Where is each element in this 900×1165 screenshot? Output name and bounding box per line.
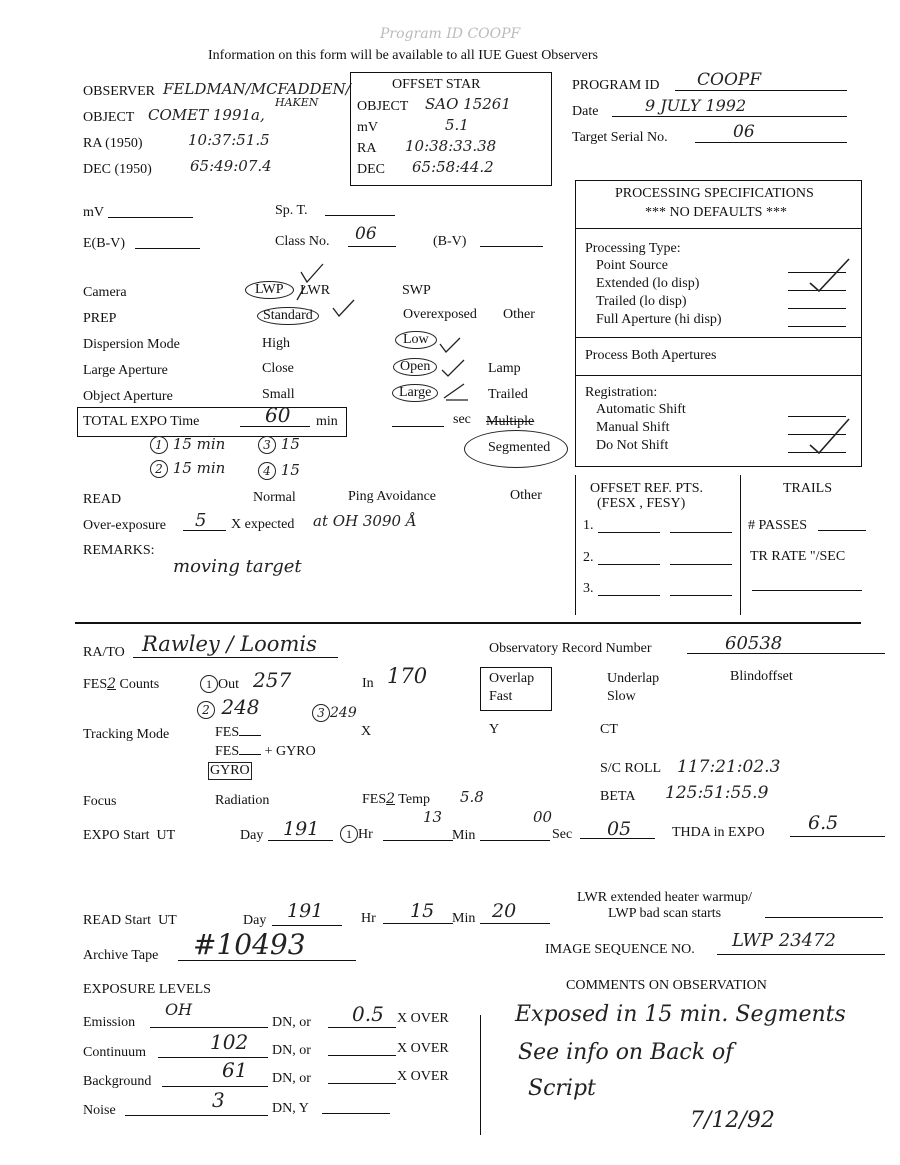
offset-dec-value: 65:58:44.2 [412, 158, 494, 176]
expo-min-line [480, 840, 550, 841]
line-full [788, 326, 846, 327]
emission-dn: DN, or [272, 1015, 311, 1030]
comments-line-1: Exposed in 15 min. Segments [515, 1002, 846, 1027]
continuum-x-over: X OVER [397, 1041, 449, 1056]
lwr-heater-line2: LWP bad scan starts [608, 906, 722, 921]
ebv-line [135, 248, 200, 249]
form-notice: Information on this form will be available to all IUE Guest Observers [208, 48, 598, 63]
bv-line [480, 246, 543, 247]
overexposed-label: Overexposed [403, 307, 477, 322]
comments-date: 7/12/92 [690, 1108, 775, 1133]
date-value: 9 JULY 1992 [645, 96, 747, 115]
processing-type-label: Processing Type: [585, 241, 681, 256]
expo-sec-label: Sec [552, 827, 573, 842]
obs-record-label: Observatory Record Number [489, 641, 652, 656]
remarks-value: moving target [173, 556, 302, 577]
large-label: Large [399, 385, 432, 400]
camera-label: Camera [83, 285, 127, 300]
offset-ref-row-3: 3. [583, 581, 594, 596]
proc-type-trailed: Trailed (lo disp) [596, 294, 687, 309]
tracking-label: Tracking Mode [83, 727, 170, 742]
process-both-label: Process Both Apertures [585, 348, 717, 363]
image-seq-line [717, 954, 885, 955]
ofs-line-3a [598, 595, 660, 596]
segment-1: 1 15 min [150, 435, 225, 454]
offset-mv-value: 5.1 [445, 116, 469, 134]
processing-title: PROCESSING SPECIFICATIONS [615, 186, 814, 201]
thda-line [790, 836, 885, 837]
read-day-label: Day [243, 913, 267, 928]
processing-divider-2 [575, 337, 862, 338]
observer-value-2: HAKEN [275, 96, 319, 109]
emission-note: OH [165, 1000, 193, 1019]
fes-counts: FES2 Counts [83, 676, 160, 692]
read-hr-line [383, 923, 453, 924]
ofs-line-2a [598, 564, 660, 565]
tracking-fes-2: FES + GYRO [215, 744, 316, 759]
lwr-heater-line [765, 917, 883, 918]
emission-over-line [328, 1027, 396, 1028]
offset-object-value: SAO 15261 [425, 95, 511, 113]
processing-divider-3 [575, 375, 862, 376]
trails-title: TRAILS [783, 481, 832, 496]
read-min-value: 20 [492, 900, 517, 922]
offset-dec-label: DEC [357, 162, 385, 177]
proc-type-full: Full Aperture (hi disp) [596, 312, 722, 327]
emission-over: 0.5 [352, 1002, 384, 1026]
program-id-label: PROGRAM ID [572, 78, 660, 93]
date-line [612, 116, 847, 117]
fes-in-label: In [362, 676, 374, 691]
prep-label: PREP [83, 311, 117, 326]
dispersion-label: Dispersion Mode [83, 337, 180, 352]
low-circled [395, 331, 437, 349]
expo-min-value: 00 [533, 808, 553, 826]
ofs-line-3b [670, 595, 732, 596]
sec-line [392, 426, 444, 427]
rato-line [133, 657, 338, 658]
expo-day-value: 191 [283, 818, 320, 840]
read-min-label: Min [452, 911, 476, 926]
expo-label: TOTAL EXPO Time [83, 414, 200, 429]
background-dn: 61 [222, 1058, 248, 1082]
offset-mv-label: mV [357, 120, 378, 135]
dec-label: DEC (1950) [83, 162, 152, 177]
ofs-line-1a [598, 532, 660, 533]
exposure-title: EXPOSURE LEVELS [83, 982, 211, 997]
tracking-ct: CT [600, 722, 618, 737]
overexp-expected: X expected [231, 517, 295, 532]
expo-day-line [268, 840, 333, 841]
rato-label: RA/TO [83, 645, 125, 660]
read-hr-value: 15 [410, 900, 435, 922]
registration-label: Registration: [585, 385, 658, 400]
image-seq-value: LWP 23472 [732, 930, 836, 951]
lwr-heater-line1: LWR extended heater warmup/ [577, 890, 753, 905]
open-circled [393, 358, 437, 376]
emission-line [150, 1027, 268, 1028]
expo-unit: min [316, 414, 338, 429]
noise-dn: 3 [212, 1088, 225, 1112]
large-circled [392, 384, 438, 402]
observer-value: FELDMAN/MCFADDEN/ [163, 80, 351, 98]
underlap-label: Underlap [607, 671, 660, 686]
offset-ra-value: 10:38:33.38 [405, 137, 497, 155]
offset-ref-vline [575, 475, 576, 615]
ebv-label: E(B-V) [83, 236, 125, 251]
continuum-over-line [328, 1055, 396, 1056]
class-line [348, 246, 396, 247]
fes-in-value: 170 [387, 664, 428, 688]
expo-min-label: Min [452, 828, 476, 843]
class-value: 06 [355, 224, 377, 244]
object-label: OBJECT [83, 110, 135, 125]
emission-label: Emission [83, 1015, 136, 1030]
read-label: READ [83, 492, 122, 507]
passes-line [818, 530, 866, 531]
ra-value: 10:37:51.5 [188, 131, 270, 149]
check-mark-icon [330, 298, 360, 322]
emission-x-over: X OVER [397, 1011, 449, 1026]
swp-label: SWP [402, 283, 431, 298]
expo-day-label: Day [240, 828, 264, 843]
read-ping: Ping Avoidance [348, 489, 437, 504]
image-seq-label: IMAGE SEQUENCE NO. [545, 942, 695, 957]
slow-label: Slow [607, 689, 636, 704]
comments-line-3: Script [528, 1076, 596, 1101]
archive-value: #10493 [193, 928, 306, 961]
fast-label: Fast [489, 689, 513, 704]
overlap-label: Overlap [489, 671, 535, 686]
continuum-line [158, 1057, 268, 1058]
sec-label: sec [453, 412, 471, 427]
standard-circled [257, 307, 319, 325]
background-dn-or: DN, or [272, 1071, 311, 1086]
background-over-line [328, 1083, 396, 1084]
noise-label: Noise [83, 1103, 116, 1118]
high-label: High [262, 336, 290, 351]
section-divider [75, 622, 861, 624]
trails-vline [740, 475, 741, 615]
lwp-label: LWP [255, 282, 284, 297]
check-mark-icon [805, 415, 855, 455]
expo-value: 60 [265, 403, 291, 427]
spt-label: Sp. T. [275, 203, 308, 218]
expo-start-label: EXPO Start UT [83, 828, 176, 843]
object-ap-label: Object Aperture [83, 389, 173, 404]
check-mark-icon [438, 336, 484, 406]
focus-label: Focus [83, 794, 117, 809]
noise-line [125, 1115, 268, 1116]
observer-label: OBSERVER [83, 84, 156, 99]
read-other: Other [510, 488, 542, 503]
thda-value: 6.5 [808, 812, 839, 834]
trailed-label: Trailed [488, 387, 528, 402]
read-min-line [480, 923, 550, 924]
tracking-y: Y [489, 722, 500, 737]
offset-ref-title: OFFSET REF. PTS. [590, 481, 703, 496]
tracking-x: X [361, 724, 372, 739]
sc-roll-label: S/C ROLL [600, 761, 662, 776]
dec-value: 65:49:07.4 [190, 157, 272, 175]
blindoffset-label: Blindoffset [730, 669, 793, 684]
offset-ref-row-2: 2. [583, 550, 594, 565]
ofs-line-1b [670, 532, 732, 533]
radiation-label: Radiation [215, 793, 270, 808]
obs-record-line [687, 653, 885, 654]
fes-out-1: 257 [253, 668, 292, 692]
comments-title: COMMENTS ON OBSERVATION [566, 978, 767, 993]
expo-sec-value: 05 [607, 818, 632, 840]
trails-rate: TR RATE "/SEC [750, 549, 846, 564]
remarks-label: REMARKS: [83, 543, 155, 558]
reg-donot: Do Not Shift [596, 438, 669, 453]
program-id-line [675, 90, 847, 91]
overexp-value: 5 [195, 510, 207, 531]
ra-label: RA (1950) [83, 136, 143, 151]
large-ap-label: Large Aperture [83, 363, 168, 378]
gyro-box: GYRO [210, 763, 250, 778]
small-label: Small [262, 387, 295, 402]
beta-label: BETA [600, 789, 636, 804]
multiple-label: Multiple [486, 414, 535, 429]
continuum-dn-or: DN, or [272, 1043, 311, 1058]
read-day-line [272, 925, 342, 926]
background-x-over: X OVER [397, 1069, 449, 1084]
reg-automatic: Automatic Shift [596, 402, 686, 417]
noise-dn-y: DN, Y [272, 1101, 309, 1116]
overexp-note: at OH 3090 Å [313, 512, 417, 530]
offset-object-label: OBJECT [357, 99, 409, 114]
rato-value: Rawley / Loomis [142, 632, 317, 656]
expo-hr-value: 13 [423, 808, 443, 826]
program-id-value: COOPF [697, 70, 762, 90]
mv-label: mV [83, 205, 104, 220]
proc-type-extended: Extended (lo disp) [596, 276, 700, 291]
check-mark-icon [805, 255, 855, 295]
bv-label: (B-V) [433, 234, 467, 249]
offset-star-title: OFFSET STAR [392, 77, 481, 92]
continuum-label: Continuum [83, 1045, 147, 1060]
serial-label: Target Serial No. [572, 130, 668, 145]
ofs-line-2b [670, 564, 732, 565]
check-mark-icon [293, 262, 333, 302]
comments-line-2: See info on Back of [518, 1040, 734, 1065]
segmented-label: Segmented [488, 440, 551, 455]
mv-line [108, 217, 193, 218]
date-label: Date [572, 104, 599, 119]
offset-ra-label: RA [357, 141, 377, 156]
rate-line [752, 590, 862, 591]
read-start-label: READ Start UT [83, 913, 177, 928]
ghost-program-id: Program ID COOPF [380, 26, 521, 42]
lamp-label: Lamp [488, 361, 521, 376]
serial-value: 06 [733, 122, 755, 142]
segment-2: 2 15 min [150, 459, 225, 478]
read-hr-label: Hr [361, 911, 376, 926]
open-label: Open [400, 359, 431, 374]
continuum-dn: 102 [210, 1030, 249, 1054]
comments-vline [480, 1015, 481, 1135]
focus-temp-value: 5.8 [460, 788, 484, 806]
expo-hr: 1 Hr [340, 825, 373, 843]
noise-y-line [322, 1113, 390, 1114]
expo-hr-line [383, 840, 453, 841]
background-line [162, 1086, 268, 1087]
processing-divider-1 [575, 228, 862, 229]
offset-ref-row-1: 1. [583, 518, 594, 533]
proc-type-point: Point Source [596, 258, 668, 273]
standard-label: Standard [263, 308, 313, 323]
line-trailed [788, 308, 846, 309]
serial-line [695, 142, 847, 143]
thda-label: THDA in EXPO [672, 825, 765, 840]
segment-3: 3 15 [258, 435, 300, 454]
low-label: Low [403, 332, 429, 347]
class-label: Class No. [275, 234, 330, 249]
reg-manual: Manual Shift [596, 420, 670, 435]
obs-record-value: 60538 [725, 633, 783, 654]
sc-roll-value: 117:21:02.3 [677, 757, 781, 777]
overexp-label: Over-exposure [83, 518, 166, 533]
fes-out-2: 2 248 [197, 695, 260, 719]
read-normal: Normal [253, 490, 296, 505]
read-day-value: 191 [287, 900, 324, 922]
fes-out-3: 3 249 [312, 704, 357, 722]
processing-subtitle: *** NO DEFAULTS *** [645, 205, 787, 220]
tracking-fes-1: FES [215, 725, 261, 741]
beta-value: 125:51:55.9 [665, 783, 769, 803]
close-label: Close [262, 361, 294, 376]
focus-fes: FES2 Temp [362, 791, 430, 807]
segment-4: 4 15 [258, 461, 300, 480]
trails-passes: # PASSES [748, 518, 808, 533]
offset-ref-sub: (FESX , FESY) [597, 496, 686, 511]
lwr-label: LWR [300, 283, 331, 298]
prep-other-label: Other [503, 307, 535, 322]
spt-line [325, 215, 395, 216]
object-value: COMET 1991a, [148, 106, 265, 124]
lwp-circled [245, 281, 294, 299]
background-label: Background [83, 1074, 152, 1089]
fes-out: 1 Out [200, 675, 239, 693]
archive-label: Archive Tape [83, 948, 159, 963]
